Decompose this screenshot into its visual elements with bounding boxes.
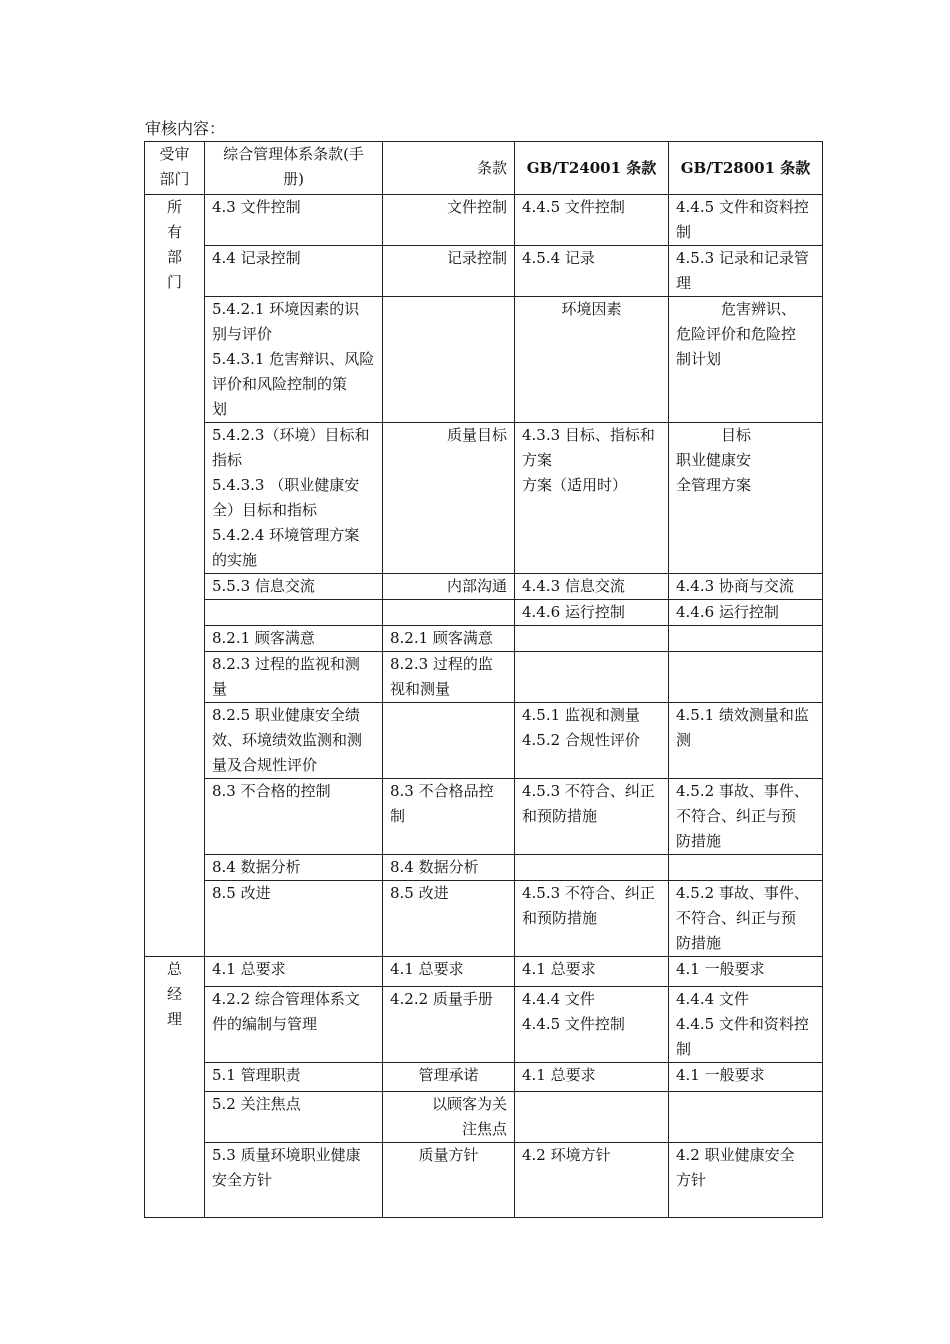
quality-clause-cell: 4.2.2 质量手册 <box>383 987 515 1063</box>
gbt24001-clause-cell: 4.4.5 文件控制 <box>515 195 669 246</box>
gbt24001-clause-cell: 4.3.3 目标、指标和 方案 方案（适用时） <box>515 423 669 574</box>
gbt24001-clause-cell: 4.4.6 运行控制 <box>515 600 669 626</box>
quality-clause-cell: 8.4 数据分析 <box>383 855 515 881</box>
ims-clause-cell: 5.2 关注焦点 <box>205 1092 383 1143</box>
ims-clause-cell: 4.2.2 综合管理体系文 件的编制与管理 <box>205 987 383 1063</box>
quality-clause-cell: 记录控制 <box>383 246 515 297</box>
gbt24001-clause-cell: 4.4.3 信息交流 <box>515 574 669 600</box>
quality-clause-cell: 质量目标 <box>383 423 515 574</box>
quality-clause-cell: 内部沟通 <box>383 574 515 600</box>
gbt28001-clause-cell: 4.5.1 绩效测量和监 测 <box>669 703 823 779</box>
gbt28001-clause-cell: 4.5.2 事故、事件、 不符合、纠正与预 防措施 <box>669 779 823 855</box>
dept-cell: 所 有 部 门 <box>145 195 205 957</box>
gbt24001-clause-cell: 4.1 总要求 <box>515 957 669 987</box>
table-row <box>145 987 823 1063</box>
ims-clause-cell: 4.1 总要求 <box>205 957 383 987</box>
quality-clause-cell <box>383 600 515 626</box>
table-row <box>145 1092 823 1143</box>
gbt24001-clause-cell: 4.5.3 不符合、纠正 和预防措施 <box>515 881 669 957</box>
quality-clause-cell <box>383 703 515 779</box>
gbt28001-clause-cell: 4.5.2 事故、事件、 不符合、纠正与预 防措施 <box>669 881 823 957</box>
quality-clause-cell: 8.2.3 过程的监 视和测量 <box>383 652 515 703</box>
table-row <box>145 574 823 600</box>
ims-clause-cell: 5.4.2.3（环境）目标和 指标 5.4.3.3 （职业健康安 全）目标和指标 5.4.2.4 环境管理方案 的实施 <box>205 423 383 574</box>
ims-clause-cell <box>205 600 383 626</box>
gbt24001-clause-cell <box>515 1092 669 1143</box>
gbt28001-clause-cell: 危害辨识、 危险评价和危险控 制计划 <box>669 297 823 423</box>
table-row <box>145 957 823 987</box>
table-row <box>145 1063 823 1092</box>
table-row <box>145 881 823 957</box>
section-heading: 审核内容： <box>145 119 226 138</box>
gbt24001-clause-cell: 环境因素 <box>515 297 669 423</box>
ims-clause-cell: 4.3 文件控制 <box>205 195 383 246</box>
table-row <box>145 779 823 855</box>
gbt28001-clause-cell: 4.4.4 文件 4.4.5 文件和资料控 制 <box>669 987 823 1063</box>
ims-clause-cell: 5.3 质量环境职业健康 安全方针 <box>205 1143 383 1218</box>
gbt24001-clause-cell: 4.1 总要求 <box>515 1063 669 1092</box>
gbt28001-clause-cell <box>669 626 823 652</box>
table-row <box>145 423 823 574</box>
ims-clause-cell: 8.2.1 顾客满意 <box>205 626 383 652</box>
quality-clause-cell: 文件控制 <box>383 195 515 246</box>
quality-clause-cell <box>383 297 515 423</box>
gbt28001-clause-cell: 4.1 一般要求 <box>669 1063 823 1092</box>
ims-clause-cell: 5.4.2.1 环境因素的识 别与评价 5.4.3.1 危害辩识、风险 评价和风险控制的策 划 <box>205 297 383 423</box>
header-gbt24001: GB/T24001 条款 <box>515 142 669 195</box>
gbt28001-clause-cell <box>669 1092 823 1143</box>
gbt24001-clause-cell: 4.5.1 监视和测量 4.5.2 合规性评价 <box>515 703 669 779</box>
ims-clause-cell: 8.2.3 过程的监视和测 量 <box>205 652 383 703</box>
gbt24001-clause-cell <box>515 626 669 652</box>
table-row <box>145 1143 823 1218</box>
gbt28001-clause-cell <box>669 855 823 881</box>
table-row <box>145 626 823 652</box>
ims-clause-cell: 4.4 记录控制 <box>205 246 383 297</box>
ims-clause-cell: 5.1 管理职责 <box>205 1063 383 1092</box>
ims-clause-cell: 8.3 不合格的控制 <box>205 779 383 855</box>
gbt28001-clause-cell: 目标 职业健康安 全管理方案 <box>669 423 823 574</box>
quality-clause-cell: 管理承诺 <box>383 1063 515 1092</box>
header-dept: 受审 部门 <box>145 142 205 195</box>
gbt24001-clause-cell: 4.5.4 记录 <box>515 246 669 297</box>
table-row <box>145 703 823 779</box>
gbt28001-clause-cell: 4.5.3 记录和记录管 理 <box>669 246 823 297</box>
gbt28001-clause-cell: 4.1 一般要求 <box>669 957 823 987</box>
quality-clause-cell: 质量方针 <box>383 1143 515 1218</box>
ims-clause-cell: 8.2.5 职业健康安全绩 效、环境绩效监测和测 量及合规性评价 <box>205 703 383 779</box>
dept-cell: 总 经 理 <box>145 957 205 1218</box>
table-row <box>145 855 823 881</box>
gbt24001-clause-cell <box>515 855 669 881</box>
header-gbt28001: GB/T28001 条款 <box>669 142 823 195</box>
gbt28001-clause-cell: 4.4.3 协商与交流 <box>669 574 823 600</box>
table-row <box>145 195 823 246</box>
quality-clause-cell: 8.3 不合格品控 制 <box>383 779 515 855</box>
gbt28001-clause-cell: 4.4.5 文件和资料控 制 <box>669 195 823 246</box>
gbt24001-clause-cell: 4.2 环境方针 <box>515 1143 669 1218</box>
gbt24001-clause-cell: 4.5.3 不符合、纠正 和预防措施 <box>515 779 669 855</box>
gbt24001-clause-cell: 4.4.4 文件 4.4.5 文件控制 <box>515 987 669 1063</box>
header-ims-clause: 综合管理体系条款(手 册) <box>205 142 383 195</box>
quality-clause-cell: 8.2.1 顾客满意 <box>383 626 515 652</box>
ims-clause-cell: 8.4 数据分析 <box>205 855 383 881</box>
gbt28001-clause-cell: 4.4.6 运行控制 <box>669 600 823 626</box>
gbt28001-clause-cell: 4.2 职业健康安全 方针 <box>669 1143 823 1218</box>
gbt24001-clause-cell <box>515 652 669 703</box>
quality-clause-cell: 4.1 总要求 <box>383 957 515 987</box>
table-header-row <box>145 142 823 195</box>
ims-clause-cell: 5.5.3 信息交流 <box>205 574 383 600</box>
quality-clause-cell: 8.5 改进 <box>383 881 515 957</box>
ims-clause-cell: 8.5 改进 <box>205 881 383 957</box>
table-row <box>145 652 823 703</box>
header-clause: 条款 <box>383 142 515 195</box>
gbt28001-clause-cell <box>669 652 823 703</box>
audit-content-table <box>144 141 823 1218</box>
table-row <box>145 600 823 626</box>
table-row <box>145 246 823 297</box>
quality-clause-cell: 以顾客为关 注焦点 <box>383 1092 515 1143</box>
table-row <box>145 297 823 423</box>
